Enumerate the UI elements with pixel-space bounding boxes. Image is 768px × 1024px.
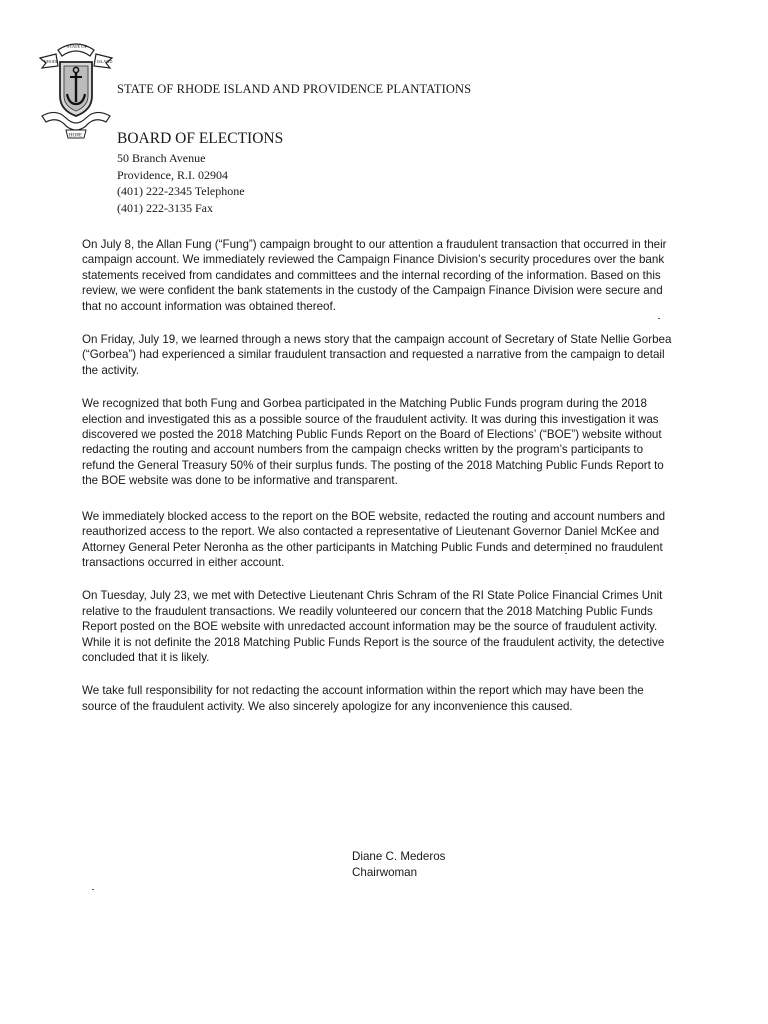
scan-speck <box>92 889 94 890</box>
address-street: 50 Branch Avenue <box>117 151 206 165</box>
state-seal-icon <box>36 36 116 144</box>
signature-block <box>352 849 445 881</box>
address-city: Providence, R.I. 02904 <box>117 167 228 182</box>
address-telephone: (401) 222-2345 Telephone <box>117 184 245 198</box>
paragraph-investigation: We recognized that both Fung and Gorbea participated in the Matching Public Funds program during the 2018 election and investigated this as a possible source of the fraudulent activity. It was during this investigation it was discovered we posted the 2018 Matching Public Funds Report on the Board of Elections’ (“BOE”) website without redacting the routing and account numbers from the campaign checks written by the program’s participants to refund the General Treasury 50% of their surplus funds. The posting of the 2018 Matching Public Funds Report to the BOE website was done to be informative and transparent. <box>82 397 664 488</box>
paragraph-responsibility: We take full responsibility for not redacting the account information within the report which may have been the source of the fraudulent activity. We also sincerely apologize for any inconvenience this caused. <box>82 684 644 713</box>
scan-speck <box>658 318 660 319</box>
paragraph-blocked-access: We immediately blocked access to the report on the BOE website, redacted the routing and account numbers and reauthorized access to the report. We also contacted a representative of Lieutenant Governor Daniel McKee and Attorney General Peter Neronha as the other participants in Matching Public Funds and determined no fraudulent transactions occurred in either account. <box>82 509 666 569</box>
signer-title: Chairwoman <box>352 865 418 879</box>
board-name-heading: BOARD OF ELECTIONS <box>117 130 284 147</box>
signer-name: Diane C. Mederos <box>352 850 446 863</box>
scan-speck <box>565 553 567 554</box>
seal-text-island: ISLAND <box>97 59 113 64</box>
paragraph-fung: On July 8, the Allan Fung (“Fung”) campaign brought to our attention a fraudulent transaction that occurred in their campaign account. We immediately reviewed the Campaign Finance Division’s security procedures over the bank statements received from candidates and committees and the internal recording of the information. Based on this review, we were confident the bank statements in the custody of the Campaign Finance Division were secure and that no account information was obtained thereof. <box>82 238 667 313</box>
seal-text-rhode: RHODE <box>44 59 59 64</box>
seal-text-state-of: STATE OF <box>67 44 88 49</box>
state-name-heading: STATE OF RHODE ISLAND AND PROVIDENCE PLANTATIONS <box>117 82 472 96</box>
letter-body <box>82 237 672 732</box>
seal-text-hope: HOPE <box>69 133 83 139</box>
address-fax: (401) 222-3135 Fax <box>117 200 213 215</box>
paragraph-gorbea: On Friday, July 19, we learned through a news story that the campaign account of Secretary of State Nellie Gorbea (“Gorbea”) had experienced a similar fraudulent transaction and requested a narrative from the campaign to detail the activity. <box>82 333 672 377</box>
paragraph-state-police: On Tuesday, July 23, we met with Detective Lieutenant Chris Schram of the RI State Police Financial Crimes Unit relative to the fraudulent transactions. We readily volunteered our concern that the 2018 Matching Public Funds Report posted on the BOE website with unredacted account information may be the source of fraudulent activity. While it is not definite the 2018 Matching Public Funds Report is the source of the fraudulent activity, the detective concluded that it is likely. <box>82 589 665 664</box>
address-block <box>117 150 245 216</box>
